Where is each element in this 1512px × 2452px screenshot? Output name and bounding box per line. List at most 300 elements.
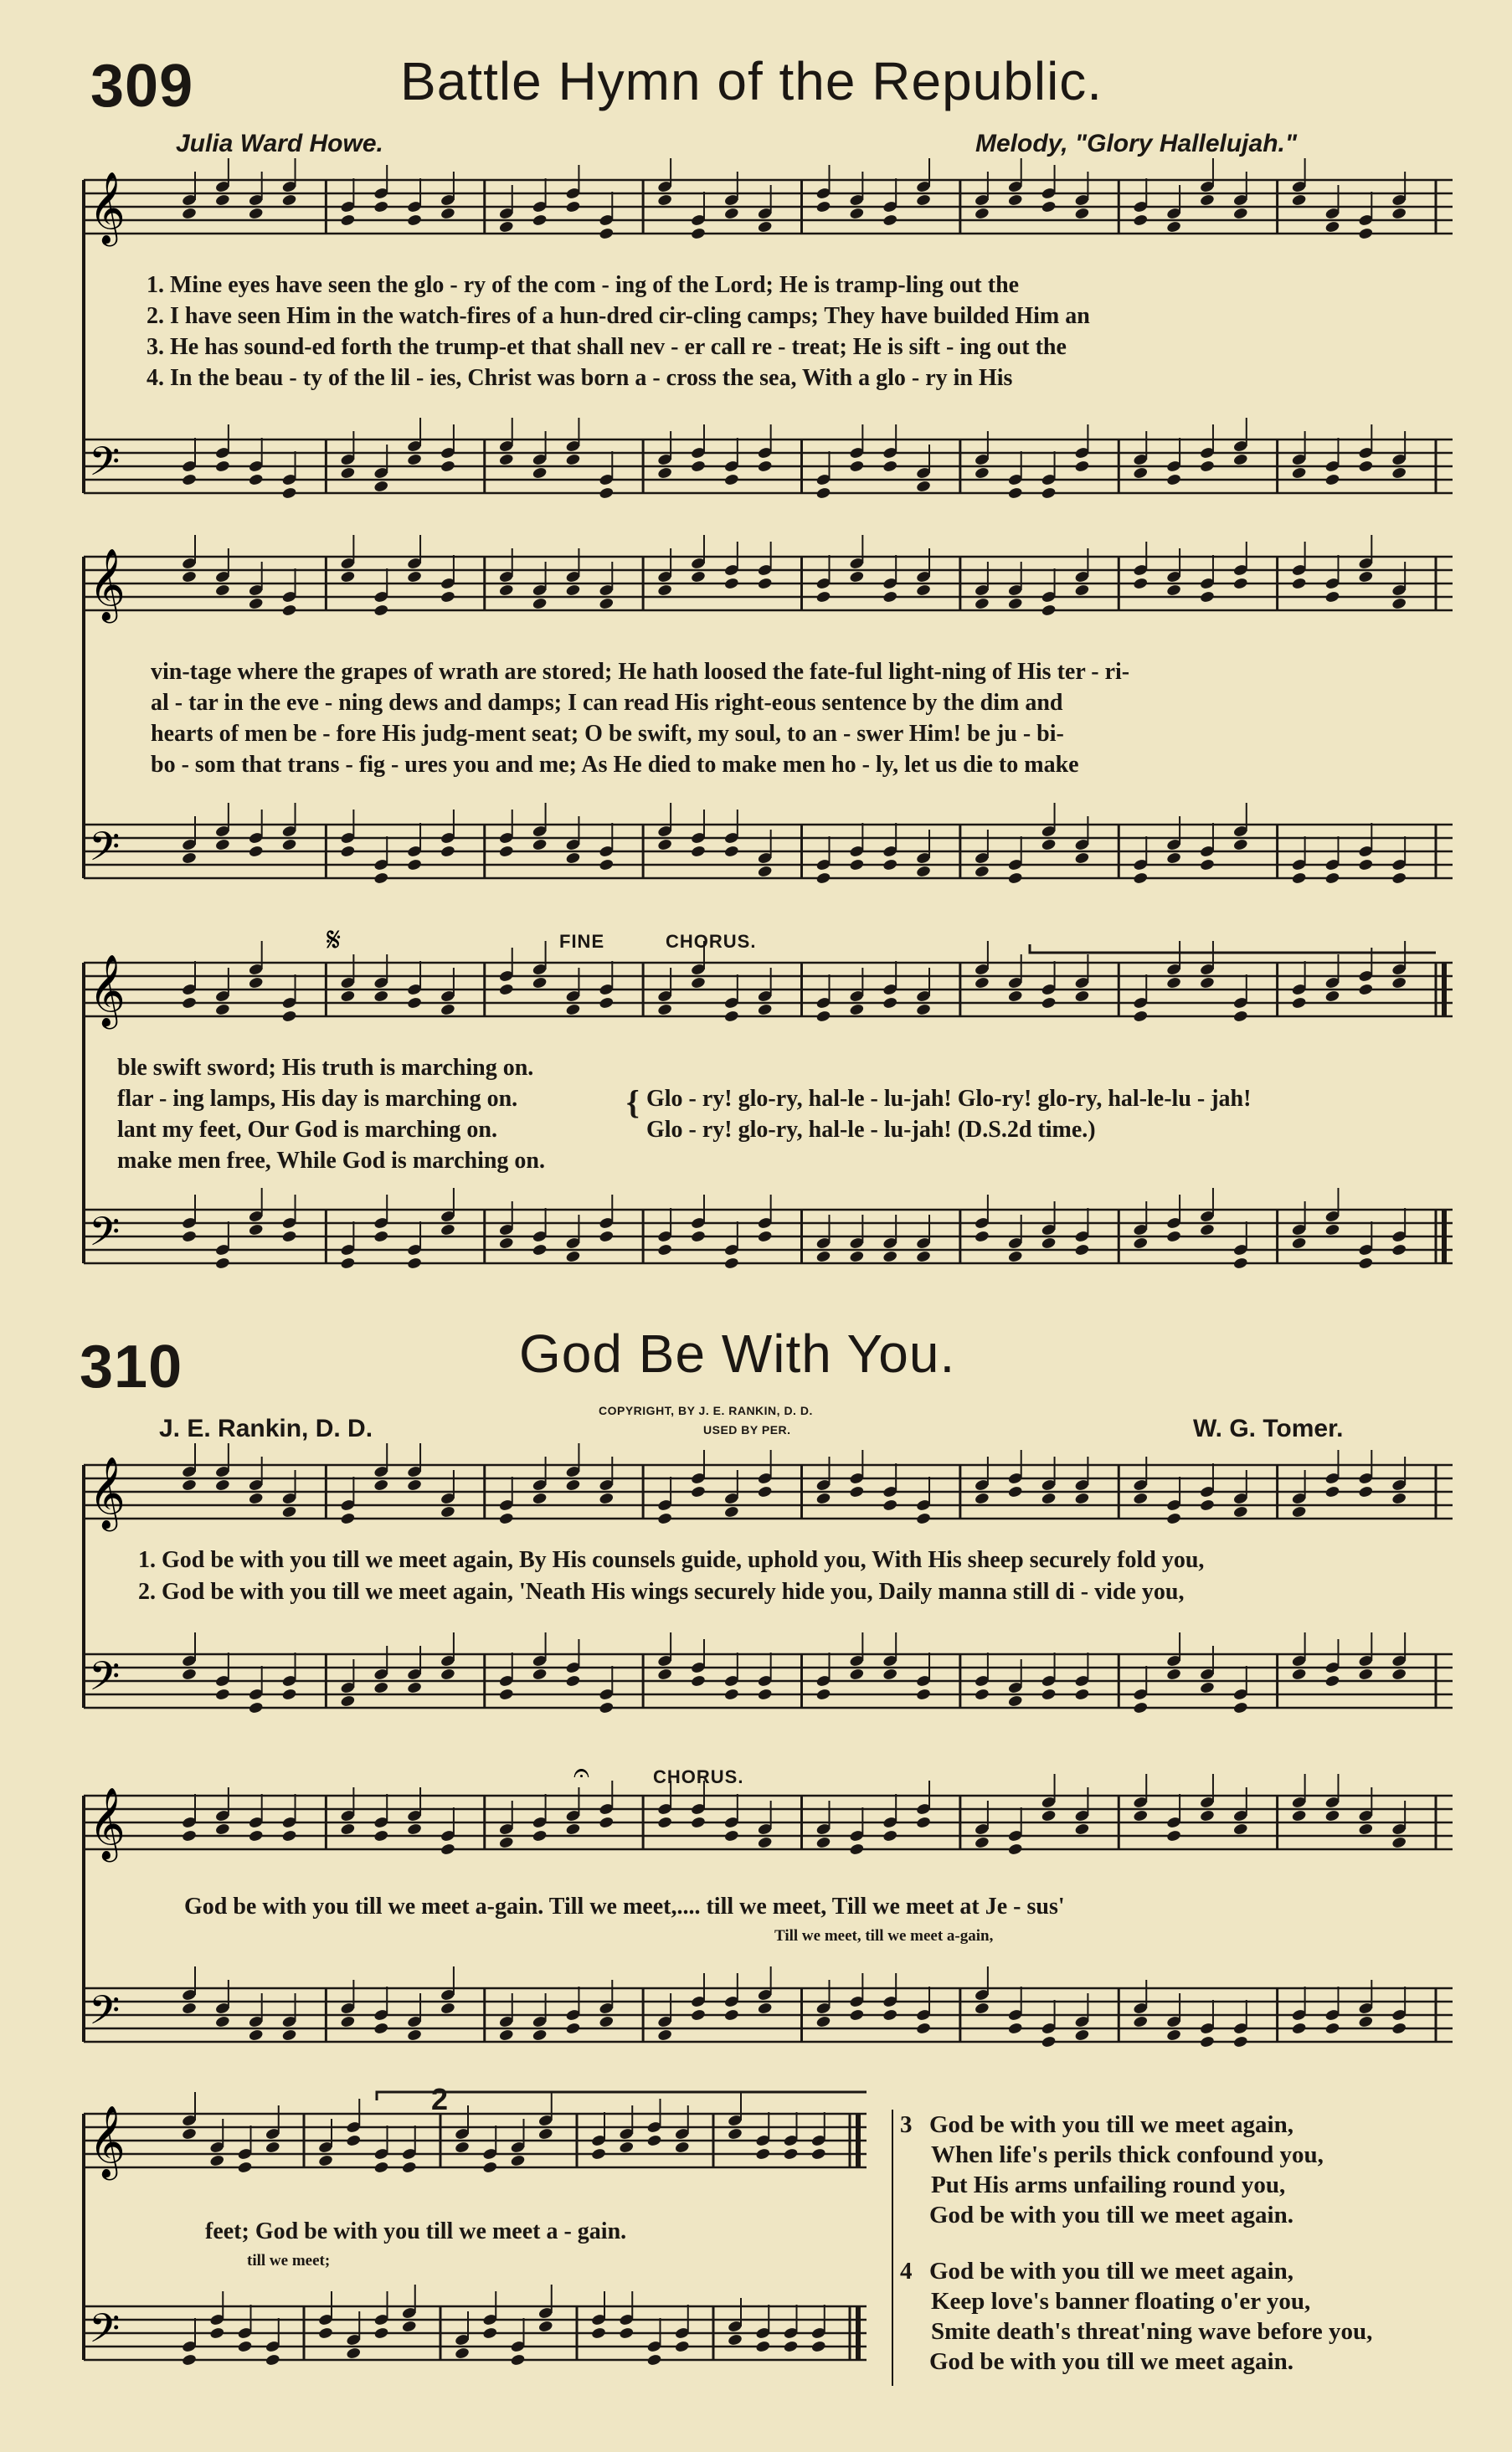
- verse4-line2: Keep love's banner floating o'er you,: [931, 2288, 1311, 2315]
- notehead: [1133, 1236, 1149, 1250]
- notehead: [1041, 996, 1057, 1010]
- notehead: [1391, 1668, 1407, 1681]
- notehead: [510, 2353, 526, 2367]
- notehead: [1358, 858, 1374, 871]
- notehead: [974, 597, 990, 610]
- notehead: [1291, 1236, 1307, 1250]
- notehead: [537, 2127, 553, 2141]
- notehead: [318, 2326, 334, 2340]
- notehead: [214, 1478, 230, 1492]
- chorus-mark-310: CHORUS.: [653, 1766, 744, 1787]
- notehead: [373, 604, 389, 617]
- notehead: [510, 2154, 526, 2167]
- notehead: [1166, 2028, 1182, 2042]
- notehead: [281, 1230, 297, 1243]
- hymn309-s3-left-line2: flar - ing lamps, His day is marching on.: [117, 1086, 518, 1112]
- notehead: [340, 1512, 356, 1525]
- notehead: [1166, 220, 1182, 234]
- notehead: [1358, 1257, 1374, 1270]
- notehead: [214, 838, 230, 851]
- notehead: [440, 1003, 456, 1016]
- notehead: [565, 1822, 581, 1836]
- hymn309-s1-line3: 3. He has sound-ed forth the trump-et that shall nev - er call re - treat; He is sift - ing out the: [147, 334, 1067, 360]
- notehead: [974, 2002, 990, 2015]
- notehead: [1007, 990, 1023, 1003]
- hymn309-s1-line4: 4. In the beau - ty of the lil - ies, Christ was born a - cross the sea, With a glo - ry in His: [147, 365, 1013, 391]
- notehead: [657, 1512, 673, 1525]
- notehead: [691, 1485, 707, 1498]
- hymn310-s3-line: feet; God be with you till we meet a - gain.: [205, 2218, 627, 2244]
- hymn-number-309: 309: [90, 53, 194, 120]
- notehead: [1166, 583, 1182, 597]
- notehead: [1133, 577, 1149, 590]
- verse4-number: 4: [900, 2258, 913, 2285]
- notehead: [974, 1492, 990, 1505]
- notehead: [1200, 976, 1216, 990]
- notehead: [1291, 2022, 1307, 2035]
- notehead: [1391, 2022, 1407, 2035]
- notehead: [1324, 1223, 1340, 1236]
- notehead: [248, 2028, 264, 2042]
- notehead: [646, 2353, 662, 2367]
- notehead: [646, 2134, 662, 2147]
- hymn309-s3-left-line3: lant my feet, Our God is marching on.: [117, 1117, 497, 1143]
- notehead: [1007, 1694, 1023, 1708]
- notehead: [482, 2326, 498, 2340]
- notehead: [373, 871, 389, 885]
- notehead: [407, 858, 423, 871]
- notehead: [248, 1492, 264, 1505]
- notehead: [265, 2141, 280, 2154]
- notehead: [1291, 871, 1307, 885]
- verse4-line3: Smite death's threat'ning wave before you,: [931, 2318, 1373, 2345]
- notehead: [916, 583, 932, 597]
- notehead: [498, 2028, 514, 2042]
- hymn309-chorus-line2: Glo - ry! glo-ry, hal-le - lu-jah! (D.S.2d time.): [646, 1117, 1096, 1143]
- notehead: [373, 1478, 389, 1492]
- chorus-mark-309: CHORUS.: [666, 931, 757, 952]
- notehead: [1232, 838, 1248, 851]
- notehead: [755, 2147, 771, 2161]
- notehead: [599, 996, 615, 1010]
- notehead: [882, 996, 898, 1010]
- notehead: [565, 1250, 581, 1263]
- notehead: [674, 2340, 690, 2353]
- notehead: [1232, 1701, 1248, 1714]
- notehead: [723, 473, 739, 486]
- notehead: [882, 1498, 898, 1512]
- notehead: [182, 1230, 198, 1243]
- notehead: [340, 1257, 356, 1270]
- notehead: [757, 1230, 773, 1243]
- notehead: [537, 2320, 553, 2333]
- hymn-number-310: 310: [80, 1334, 183, 1401]
- notehead: [815, 2015, 831, 2028]
- hymn310-s2-line: God be with you till we meet a-gain. Till we meet,.... till we meet, Till we meet at Je - sus': [184, 1894, 1065, 1920]
- notehead: [373, 2326, 389, 2340]
- notehead: [532, 466, 548, 480]
- notehead: [657, 466, 673, 480]
- notehead: [265, 2353, 280, 2367]
- notehead: [1166, 976, 1182, 990]
- hymn-author-310: J. E. Rankin, D. D.: [159, 1415, 373, 1442]
- notehead: [401, 2161, 417, 2174]
- notehead: [1200, 1809, 1216, 1822]
- notehead: [1232, 577, 1248, 590]
- notehead: [532, 597, 548, 610]
- notehead: [691, 1230, 707, 1243]
- notehead: [182, 996, 198, 1010]
- notehead: [182, 1668, 198, 1681]
- notehead: [815, 590, 831, 604]
- treble-clef-icon: 𝄞: [89, 954, 126, 1026]
- notehead: [237, 2161, 253, 2174]
- notehead: [1232, 453, 1248, 466]
- notehead: [691, 976, 707, 990]
- notehead: [407, 996, 423, 1010]
- notehead: [214, 1003, 230, 1016]
- notehead: [1324, 871, 1340, 885]
- notehead: [482, 2161, 498, 2174]
- notehead: [182, 570, 198, 583]
- notehead: [1041, 1688, 1057, 1701]
- notehead: [373, 990, 389, 1003]
- notehead: [591, 2326, 607, 2340]
- notehead: [974, 976, 990, 990]
- notehead: [214, 1257, 230, 1270]
- notehead: [1041, 1809, 1057, 1822]
- notehead: [209, 2326, 225, 2340]
- verse3-line1: God be with you till we meet again,: [929, 2111, 1293, 2138]
- notehead: [1041, 486, 1057, 500]
- notehead: [674, 2141, 690, 2154]
- notehead: [691, 1816, 707, 1829]
- notehead: [1232, 1505, 1248, 1519]
- notehead: [498, 220, 514, 234]
- notehead: [565, 1003, 581, 1016]
- notehead: [591, 2147, 607, 2161]
- verse4: [929, 2256, 1372, 2377]
- notehead: [1324, 1485, 1340, 1498]
- notehead: [657, 1668, 673, 1681]
- notehead: [783, 2340, 799, 2353]
- notehead: [248, 1223, 264, 1236]
- notehead: [1166, 1668, 1182, 1681]
- notehead: [1007, 1250, 1023, 1263]
- notehead: [1232, 2035, 1248, 2048]
- hymn310-s1-line2: 2. God be with you till we meet again, 'Neath His wings securely hide you, Daily manna still di - vide you,: [138, 1579, 1185, 1605]
- notehead: [849, 858, 865, 871]
- notehead: [340, 570, 356, 583]
- notehead: [757, 1485, 773, 1498]
- notehead: [757, 460, 773, 473]
- notehead: [248, 473, 264, 486]
- notehead: [340, 466, 356, 480]
- notehead: [214, 193, 230, 207]
- hymn309-s1-line1: 1. Mine eyes have seen the glo - ry of the com - ing of the Lord; He is tramp-ling out the: [147, 272, 1020, 298]
- notehead: [440, 2002, 456, 2015]
- notehead: [1074, 1492, 1090, 1505]
- notehead: [340, 1694, 356, 1708]
- notehead: [407, 1478, 423, 1492]
- notehead: [815, 200, 831, 213]
- notehead: [1074, 1822, 1090, 1836]
- notehead: [532, 1829, 548, 1843]
- notehead: [974, 207, 990, 220]
- notehead: [1133, 871, 1149, 885]
- notehead: [1291, 1668, 1307, 1681]
- treble-clef-icon: 𝄞: [89, 2105, 126, 2177]
- notehead: [340, 990, 356, 1003]
- notehead: [214, 1822, 230, 1836]
- treble-clef-icon: 𝄞: [89, 1787, 126, 1859]
- notehead: [1133, 1492, 1149, 1505]
- notehead: [728, 2333, 743, 2347]
- notehead: [1074, 460, 1090, 473]
- copyright-line1: COPYRIGHT, BY J. E. RANKIN, D. D.: [599, 1404, 813, 1417]
- notehead: [1391, 597, 1407, 610]
- notehead: [248, 1829, 264, 1843]
- notehead: [532, 1668, 548, 1681]
- treble-staff: [84, 2114, 867, 2167]
- notehead: [1200, 858, 1216, 871]
- hymn-title-310: God Be With You.: [519, 1324, 956, 1384]
- notehead: [1007, 1843, 1023, 1856]
- notehead: [1041, 1492, 1057, 1505]
- notehead: [1041, 2035, 1057, 2048]
- verse4-line1: God be with you till we meet again,: [929, 2258, 1293, 2285]
- notehead: [1291, 193, 1307, 207]
- notehead: [916, 480, 932, 493]
- notehead: [565, 851, 581, 865]
- notehead: [1007, 486, 1023, 500]
- copyright-line2: USED BY PER.: [703, 1423, 791, 1437]
- notehead: [849, 1668, 865, 1681]
- notehead: [440, 845, 456, 858]
- notehead: [1074, 990, 1090, 1003]
- notehead: [248, 976, 264, 990]
- notehead: [1391, 1836, 1407, 1849]
- notehead: [691, 845, 707, 858]
- notehead: [1041, 1236, 1057, 1250]
- notehead: [407, 2028, 423, 2042]
- notehead: [1358, 2015, 1374, 2028]
- notehead: [440, 460, 456, 473]
- notehead: [214, 2015, 230, 2028]
- notehead: [1133, 213, 1149, 227]
- notehead: [498, 1236, 514, 1250]
- bass-clef-icon: 𝄢: [89, 2305, 121, 2362]
- hymn309-s3-left-line4: make men free, While God is marching on.: [117, 1148, 545, 1174]
- notehead: [237, 2340, 253, 2353]
- notehead: [599, 1492, 615, 1505]
- ending-bracket: [377, 2092, 867, 2100]
- notehead: [691, 460, 707, 473]
- notehead: [182, 2002, 198, 2015]
- notehead: [974, 1230, 990, 1243]
- notehead: [1074, 583, 1090, 597]
- hymn309-s2-line4: bo - som that trans - fig - ures you and me; As He died to make men ho - ly, let us die to make: [151, 752, 1079, 778]
- notehead: [498, 453, 514, 466]
- notehead: [599, 1816, 615, 1829]
- verse3-line2: When life's perils thick confound you,: [931, 2141, 1324, 2168]
- notehead: [882, 590, 898, 604]
- second-ending-bracket: [1030, 944, 1436, 953]
- notehead: [1391, 871, 1407, 885]
- notehead: [1007, 597, 1023, 610]
- notehead: [565, 200, 581, 213]
- notehead: [440, 207, 456, 220]
- notehead: [849, 207, 865, 220]
- notehead: [565, 453, 581, 466]
- notehead: [1074, 2028, 1090, 2042]
- notehead: [1324, 473, 1340, 486]
- notehead: [757, 1688, 773, 1701]
- notehead: [498, 983, 514, 996]
- notehead: [1133, 1701, 1149, 1714]
- notehead: [974, 1688, 990, 1701]
- notehead: [340, 845, 356, 858]
- notehead: [1074, 1243, 1090, 1257]
- notehead: [599, 1230, 615, 1243]
- notehead: [532, 2028, 548, 2042]
- notehead: [974, 1836, 990, 1849]
- notehead: [532, 976, 548, 990]
- notehead: [916, 2022, 932, 2035]
- notehead: [810, 2340, 826, 2353]
- notehead: [340, 213, 356, 227]
- notehead: [407, 453, 423, 466]
- hymn310-s2-under: Till we meet, till we meet a-gain,: [774, 1927, 994, 1945]
- notehead: [1391, 207, 1407, 220]
- notehead: [248, 207, 264, 220]
- notehead: [757, 2002, 773, 2015]
- notehead: [373, 2022, 389, 2035]
- notehead: [916, 193, 932, 207]
- notehead: [916, 865, 932, 878]
- notehead: [723, 1505, 739, 1519]
- notehead: [1232, 1822, 1248, 1836]
- notehead: [599, 1701, 615, 1714]
- notehead: [373, 1230, 389, 1243]
- notehead: [214, 460, 230, 473]
- notehead: [281, 604, 297, 617]
- hymn309-chorus-line1: Glo - ry! glo-ry, hal-le - lu-jah! Glo-ry! glo-ry, hal-le-lu - jah!: [646, 1086, 1252, 1112]
- notehead: [346, 2347, 362, 2360]
- notehead: [849, 1003, 865, 1016]
- notehead: [783, 2147, 799, 2161]
- notehead: [182, 207, 198, 220]
- bass-clef-icon: 𝄢: [89, 1987, 121, 2043]
- notehead: [281, 1505, 297, 1519]
- bass-clef-icon: 𝄢: [89, 438, 121, 495]
- notehead: [599, 858, 615, 871]
- notehead: [1200, 2035, 1216, 2048]
- treble-clef-icon: 𝄞: [89, 548, 126, 620]
- hymn310-s1-line1: 1. God be with you till we meet again, By His counsels guide, uphold you, With His sheep securely fold you,: [138, 1547, 1205, 1573]
- verse3: [929, 2110, 1324, 2230]
- barlines: [326, 557, 1436, 878]
- notehead: [209, 2154, 225, 2167]
- notehead: [565, 1674, 581, 1688]
- notehead: [440, 1223, 456, 1236]
- notehead: [657, 1003, 673, 1016]
- notehead: [340, 2015, 356, 2028]
- notehead: [916, 1816, 932, 1829]
- notehead: [440, 590, 456, 604]
- notehead: [1200, 1223, 1216, 1236]
- notehead: [1200, 193, 1216, 207]
- verse-divider: [892, 2110, 893, 2386]
- notehead: [373, 1681, 389, 1694]
- hymn309-s3-left-line1: ble swift sword; His truth is marching on.: [117, 1055, 534, 1081]
- fine-mark: FINE: [559, 931, 605, 952]
- notehead: [815, 1688, 831, 1701]
- segno-icon: 𝄋: [327, 921, 342, 959]
- notehead: [849, 460, 865, 473]
- notehead: [815, 1010, 831, 1023]
- notehead: [691, 570, 707, 583]
- notehead: [757, 865, 773, 878]
- notehead: [1324, 590, 1340, 604]
- notehead: [1291, 577, 1307, 590]
- fermata-icon: 𝄐: [573, 1756, 589, 1790]
- notehead: [1166, 851, 1182, 865]
- notehead: [340, 1822, 356, 1836]
- notehead: [849, 1485, 865, 1498]
- notehead: [723, 2008, 739, 2022]
- notehead: [401, 2320, 417, 2333]
- notehead: [599, 597, 615, 610]
- notehead: [1291, 996, 1307, 1010]
- notehead: [723, 1829, 739, 1843]
- notehead: [657, 193, 673, 207]
- notehead: [281, 193, 297, 207]
- notehead: [440, 1843, 456, 1856]
- hymn-composer-310: W. G. Tomer.: [1193, 1415, 1344, 1442]
- notehead: [1324, 1674, 1340, 1688]
- notehead: [498, 1836, 514, 1849]
- notehead: [691, 227, 707, 240]
- notehead: [1358, 570, 1374, 583]
- notehead: [407, 570, 423, 583]
- notehead: [1391, 466, 1407, 480]
- notehead: [815, 1492, 831, 1505]
- notehead: [1324, 990, 1340, 1003]
- notehead: [815, 486, 831, 500]
- notehead: [619, 2141, 635, 2154]
- notehead: [1232, 1010, 1248, 1023]
- notehead: [407, 1257, 423, 1270]
- hymn-author-309: Julia Ward Howe.: [176, 130, 383, 157]
- notehead: [1007, 1485, 1023, 1498]
- notehead: [373, 480, 389, 493]
- notehead: [882, 460, 898, 473]
- notehead: [657, 1816, 673, 1829]
- notehead: [657, 838, 673, 851]
- notehead: [373, 200, 389, 213]
- notehead: [1200, 1681, 1216, 1694]
- verse3-line4: God be with you till we meet again.: [929, 2202, 1293, 2228]
- notehead: [565, 583, 581, 597]
- notehead: [498, 845, 514, 858]
- notehead: [248, 1701, 264, 1714]
- notehead: [1074, 851, 1090, 865]
- notehead: [1291, 1505, 1307, 1519]
- notehead: [723, 1257, 739, 1270]
- notehead: [882, 1250, 898, 1263]
- notehead: [1358, 1668, 1374, 1681]
